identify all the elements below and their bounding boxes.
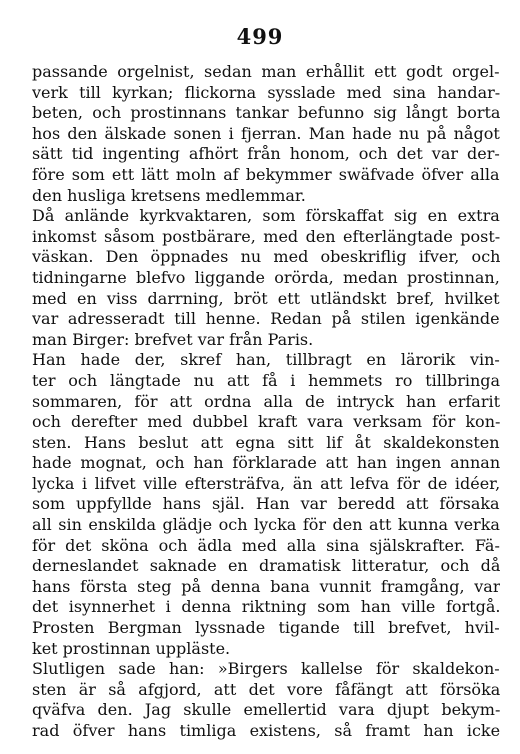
text-line: för det sköna och ädla med alla sina själskrafter. Fä- [32, 535, 500, 555]
text-line: väskan. Den öppnades nu med obeskriflig ifver, och [32, 247, 500, 267]
text-line: sätt tid ingenting afhört från honom, och det var der- [32, 144, 500, 164]
text-line: Då anlände kyrkvaktaren, som förskaffat sig en extra [32, 206, 500, 226]
body-text [32, 62, 500, 742]
text-line: ket prostinnan uppläste. [32, 638, 231, 658]
text-line: passande orgelnist, sedan man erhållit ett godt orgel- [32, 62, 500, 81]
text-line: qväfva den. Jag skulle emellertid vara djupt bekym- [32, 700, 500, 720]
text-line: verk till kyrkan; flickorna sysslade med sina handar- [32, 82, 500, 102]
text-line: rad öfver hans timliga existens, så framt han icke [32, 721, 500, 740]
text-line: före som ett lätt moln af bekymmer swäfvade öfver alla [32, 164, 500, 184]
text-line: ter och längtade nu att få i hemmets ro tillbringa [32, 370, 500, 390]
text-line: sten är så afgjord, att det vore fåfängt att försöka [32, 679, 500, 699]
text-line: man Birger: brefvet var från Paris. [32, 329, 314, 349]
text-line: den husliga kretsens medlemmar. [32, 185, 306, 205]
text-line: derneslandet saknade en dramatisk litteratur, och då [32, 556, 500, 576]
text-line: som uppfyllde hans själ. Han var beredd att försaka [32, 494, 500, 514]
text-line: med en viss darrning, bröt ett utländskt bref, hvilket [32, 288, 500, 308]
text-line: tidningarne blefvo liggande orörda, medan prostinnan, [32, 267, 500, 287]
text-line: Prosten Bergman lyssnade tigande till brefvet, hvil- [32, 618, 500, 638]
page-number: 499 [236, 24, 284, 49]
text-line: Han hade der, skref han, tillbragt en lärorik vin- [32, 350, 500, 370]
text-line: och derefter med dubbel kraft vara verksam för kon- [32, 412, 500, 432]
text-line: inkomst såsom postbärare, med den efterlängtade post- [32, 226, 500, 246]
text-line: all sin enskilda glädje och lycka för den att kunna verka [32, 515, 500, 535]
text-line: sten. Hans beslut att egna sitt lif åt skaldekonsten [32, 432, 500, 452]
text-line: var adresseradt till henne. Redan på stilen igenkände [32, 309, 500, 329]
text-line: hans första steg på denna bana vunnit framgång, var [32, 576, 500, 596]
text-line: Slutligen sade han: »Birgers kallelse för skaldekon- [32, 659, 500, 679]
text-line: hos den älskade sonen i fjerran. Man hade nu på något [32, 123, 500, 143]
text-line: hade mognat, och han förklarade att han ingen annan [32, 453, 500, 473]
text-line: det isynnerhet i denna riktning som han ville fortgå. [32, 597, 500, 617]
text-line: sommaren, för att ordna alla de intryck han erfarit [32, 391, 500, 411]
text-line: beten, och prostinnans tankar befunno sig långt borta [32, 103, 500, 123]
text-line: lycka i lifvet ville eftersträfva, än att lefva för de idéer, [32, 473, 500, 493]
